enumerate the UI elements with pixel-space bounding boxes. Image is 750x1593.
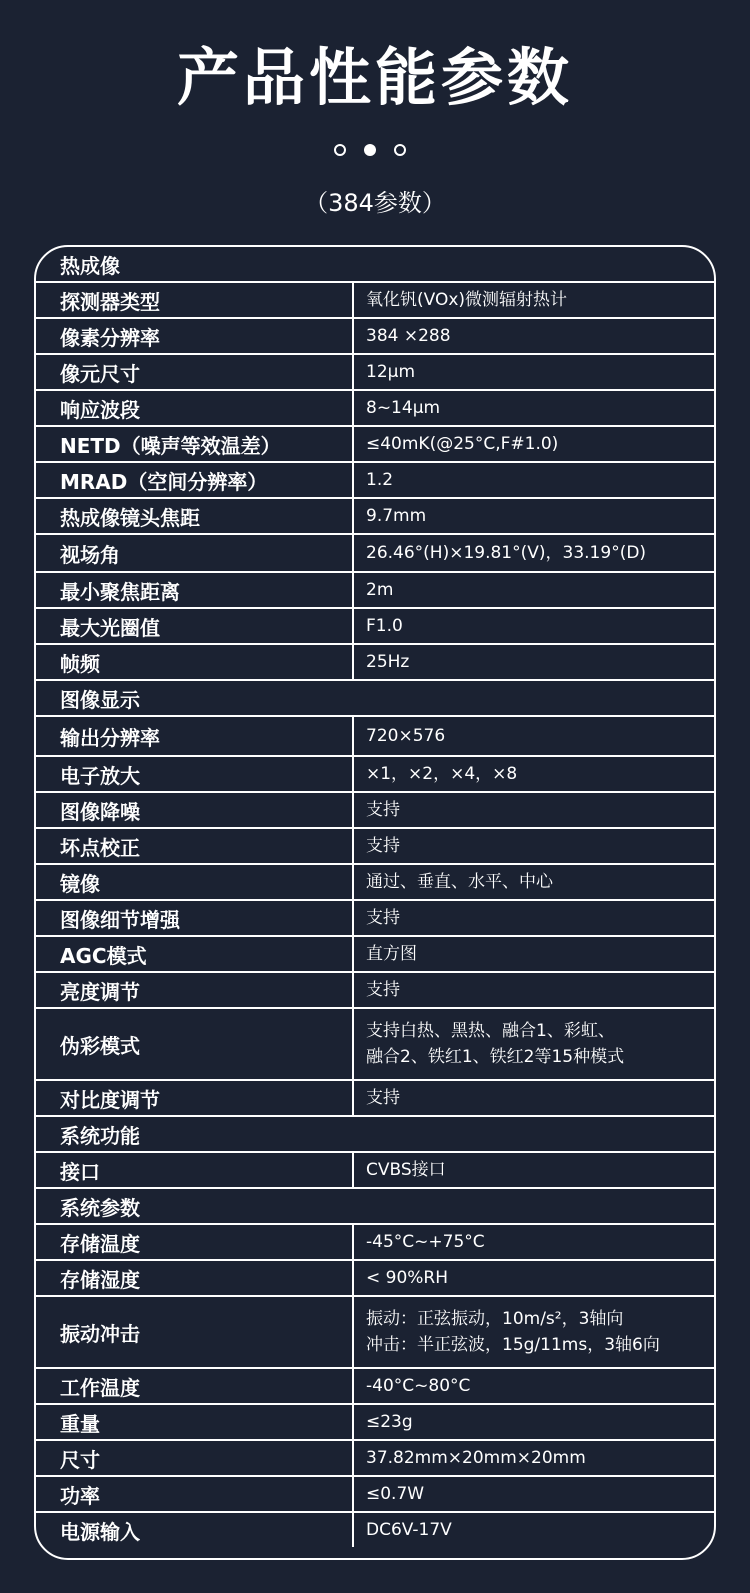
table-row: [36, 283, 714, 319]
param-label: 图像细节增强: [36, 901, 354, 935]
param-label: 电源输入: [36, 1513, 354, 1547]
param-label: 最小聚焦距离: [36, 573, 354, 607]
param-label: 探测器类型: [36, 283, 354, 317]
param-value: < 90%RH: [366, 1268, 449, 1288]
table-row: [36, 1441, 714, 1477]
param-label: 输出分辨率: [36, 717, 354, 755]
param-value: 支持白热、黑热、融合1、彩虹、 融合2、铁红1、铁红2等15种模式: [366, 1021, 625, 1067]
table-row: [36, 609, 714, 645]
param-label: 工作温度: [36, 1369, 354, 1403]
param-label: 镜像: [36, 865, 354, 899]
param-value: 支持: [366, 800, 400, 820]
section-header-row: [36, 1189, 714, 1225]
param-value: 通过、垂直、水平、中心: [366, 872, 553, 892]
section-title: 系统参数: [60, 1195, 140, 1220]
param-value: ≤40mK(@25°C,F#1.0): [366, 434, 559, 454]
param-value: 振动：正弦振动，10m/s²，3轴向 冲击：半正弦波，15g/11ms，3轴6向: [366, 1309, 660, 1355]
param-label: 像素分辨率: [36, 319, 354, 353]
table-row: [36, 865, 714, 901]
param-value: 12μm: [366, 362, 416, 382]
param-label: NETD（噪声等效温差）: [36, 427, 354, 461]
table-row: [36, 391, 714, 427]
param-label: 对比度调节: [36, 1081, 354, 1115]
section-header-row: [36, 1117, 714, 1153]
param-label: 视场角: [36, 535, 354, 571]
table-row: [36, 1153, 714, 1189]
param-value: 2m: [366, 580, 394, 600]
param-value: 25Hz: [366, 652, 410, 672]
param-value: ×1，×2，×4，×8: [366, 764, 518, 784]
table-row: [36, 1369, 714, 1405]
dot-outline-icon: [394, 144, 406, 156]
param-value: 直方图: [366, 944, 417, 964]
dot-outline-icon: [334, 144, 346, 156]
param-value: 支持: [366, 980, 400, 1000]
param-value: 384 ×288: [366, 326, 451, 346]
param-value: 720×576: [366, 726, 446, 746]
spec-table: [34, 245, 716, 1560]
section-header-row: [36, 681, 714, 717]
param-label: 帧频: [36, 645, 354, 679]
param-value: 8~14μm: [366, 398, 441, 418]
param-value: ≤23g: [366, 1412, 413, 1432]
table-row: [36, 1261, 714, 1297]
table-row: [36, 355, 714, 391]
table-row: [36, 829, 714, 865]
section-title: 图像显示: [60, 687, 140, 712]
param-value: -40°C~80°C: [366, 1376, 471, 1396]
table-row: [36, 1405, 714, 1441]
section-title: 系统功能: [60, 1123, 140, 1148]
param-label: 图像降噪: [36, 793, 354, 827]
param-label: MRAD（空间分辨率）: [36, 463, 354, 497]
table-row: [36, 645, 714, 681]
param-label: 坏点校正: [36, 829, 354, 863]
table-row: [36, 1297, 714, 1369]
param-value: F1.0: [366, 616, 403, 636]
param-label: 振动冲击: [36, 1297, 354, 1367]
param-label: 存储温度: [36, 1225, 354, 1259]
param-value: CVBS接口: [366, 1160, 446, 1180]
page-title: 产品性能参数: [176, 41, 573, 114]
section-title: 热成像: [60, 253, 120, 278]
table-row: [36, 973, 714, 1009]
param-value: 支持: [366, 1088, 400, 1108]
table-row: [36, 1009, 714, 1081]
table-row: [36, 1225, 714, 1261]
param-label: 亮度调节: [36, 973, 354, 1007]
param-label: 存储湿度: [36, 1261, 354, 1295]
param-label: 功率: [36, 1477, 354, 1511]
table-row: [36, 793, 714, 829]
param-label: 电子放大: [36, 757, 354, 791]
table-row: [36, 499, 714, 535]
param-value: 9.7mm: [366, 506, 427, 526]
param-value: 37.82mm×20mm×20mm: [366, 1448, 586, 1468]
param-label: 接口: [36, 1153, 354, 1187]
param-value: ≤0.7W: [366, 1484, 425, 1504]
page-subtitle: （384参数）: [304, 189, 446, 217]
table-row: [36, 901, 714, 937]
param-value: 1.2: [366, 470, 394, 490]
table-row: [36, 1081, 714, 1117]
param-value: 氧化钒(VOx)微测辐射热计: [366, 290, 568, 310]
table-row: [36, 717, 714, 757]
param-label: 热成像镜头焦距: [36, 499, 354, 533]
param-label: 响应波段: [36, 391, 354, 425]
table-row: [36, 427, 714, 463]
param-value: DC6V-17V: [366, 1520, 452, 1540]
param-value: 支持: [366, 908, 400, 928]
table-row: [36, 937, 714, 973]
table-row: [36, 463, 714, 499]
table-row: [36, 1513, 714, 1547]
table-row: [36, 757, 714, 793]
param-label: 重量: [36, 1405, 354, 1439]
section-header-row: [36, 247, 714, 283]
param-label: 像元尺寸: [36, 355, 354, 389]
param-label: 尺寸: [36, 1441, 354, 1475]
param-label: AGC模式: [36, 937, 354, 971]
param-value: 26.46°(H)×19.81°(V)，33.19°(D): [366, 543, 647, 563]
table-row: [36, 535, 714, 573]
param-label: 伪彩模式: [36, 1009, 354, 1079]
param-label: 最大光圈值: [36, 609, 354, 643]
param-value: 支持: [366, 836, 400, 856]
param-value: -45°C~+75°C: [366, 1232, 485, 1252]
dot-filled-icon: [364, 144, 376, 156]
table-row: [36, 1477, 714, 1513]
table-row: [36, 573, 714, 609]
decorative-dots: [0, 144, 750, 158]
table-row: [36, 319, 714, 355]
